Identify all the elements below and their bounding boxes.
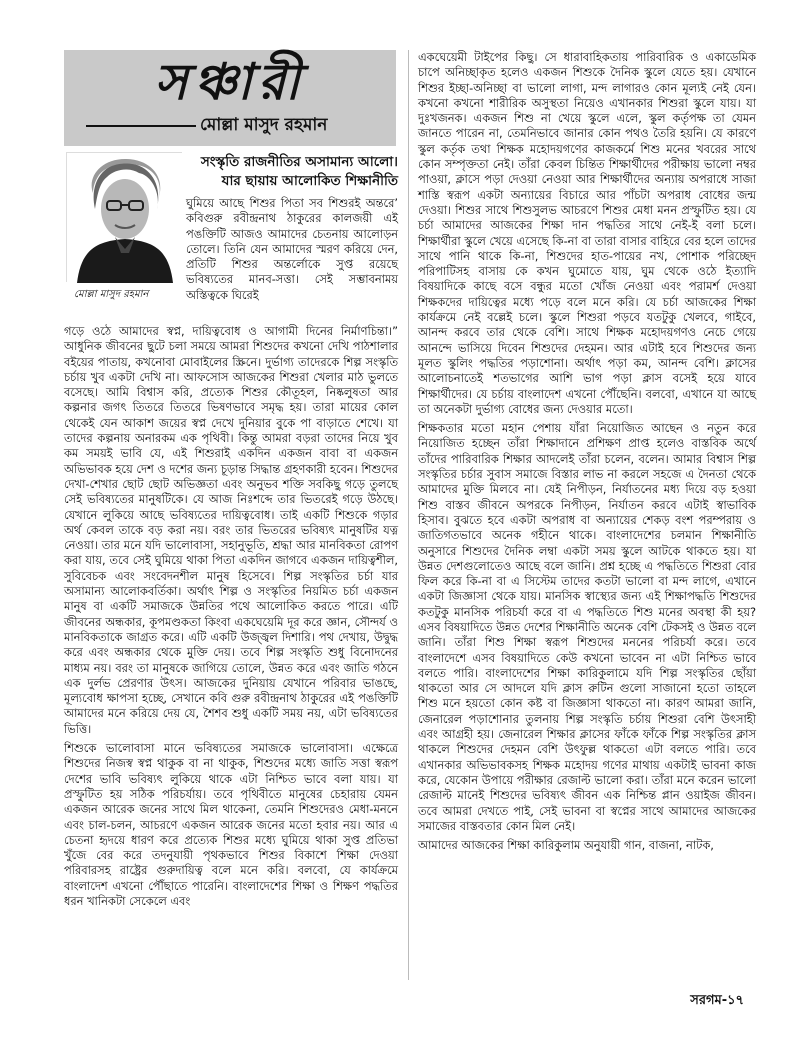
left-paragraph-1: গড়ে ওঠে আমাদের স্বপ্ন, দায়িত্ববোধ ও আগামী দিনের নির্মাণচিন্তা।” আধুনিক জীবনের ছুটে চলা সময়ে আমরা শিশুদের কখনো দেখি পাঠশালার বইয়ের পাতায়, কখনোবা মোবাইলের স্ক্রিনে। দুর্ভাগ্য তাদেরকে শিল্প সংস্কৃতি চর্চায় খুব একটা দেখি না। আফসোস আজকের শিশুরা খেলার মাঠ ভুলতে বসেছে। আমি বিশ্বাস করি, প্রত্যেক শিশুর কৌতূহল, নিষ্কলুষতা আর কল্পনার জগৎ তিতরে তিতরে ভিষণভাবে সমৃদ্ধ হয়। তারা মায়ের কোল থেকেই যেন আকাশ জয়ের স্বপ্ন দেখে দুনিয়ার বুকে পা বাড়াতে শেখে। যা তাদের কল্পনায় অনারকম এক পৃথিবী। কিন্তু আমরা বড়রা তাদের নিয়ে খুব কম সময়ই ভাবি যে, এই শিশুরাই একদিন একজন বাবা বা একজন অভিভাবক হয়ে দেশ ও দশের জন্য চূড়ান্ত সিদ্ধান্ত গ্রহণকারী হবেন। শিশুদের দেখা-শেখার ছোট ছোট অভিজ্ঞতা এবং অনুভব শক্তি সবকিছু গড়ে তুলছে সেই ভবিষ্যতের মানুষটিকে। যে আজ নিঃশব্দে তার ভিতরেই গড়ে উঠছে। যেখানে লুকিয়ে আছে ভবিষ্যতের দায়িত্ববোধ। তাই একটি শিশুকে গড়ার অর্থ কেবল তাকে বড় করা নয়। বরং তার ভিতরের ভবিষ্যৎ মানুষটির যত্ন নেওয়া। তার মনে যদি ভালোবাসা, সহানুভূতি, শ্রদ্ধা আর মানবিকতা রোপণ করা যায়, তবে সেই ঘুমিয়ে থাকা পিতা একদিন জাগবে একজন দায়িত্বশীল, সুবিবেচক এবং সংবেদনশীল মানুষ হিসেবে। শিল্প সংস্কৃতির চর্চা যার অসামান্য আলোকবর্তিকা। অর্থাৎ শিল্প ও সংস্কৃতির নিয়মিত চর্চা একজন মানুষ বা একটি সমাজকে উন্নতির পথে আলোকিত করতে পারে। এটি জীবনের অন্ধকার, কূপমণ্ডকতা কিংবা একঘেয়েমি দূর করে জ্ঞান, সৌন্দর্য ও মানবিকতাকে জাগ্রত করে। এটি একটি উজ্জ্বল দিশারি। পথ দেখায়, উদ্বুদ্ধ করে এবং অন্ধকার থেকে মুক্তি দেয়। তবে শিল্প সংস্কৃতি শুধু বিনোদনের মাধ্যম নয়। বরং তা মানুষকে জাগিয়ে তোলে, উন্নত করে এবং জাতি গঠনে এক দুর্লভ প্রেরণার উৎস। আজকের দুনিয়ায় যেখানে পরিবার ভাঙছে, মূল্যবোধ ক্ষাপসা হচ্ছে, সেখানে কবি গুরু রবীন্দ্রনাথ ঠাকুরের এই পঙক্তিটি আমাদের মনে করিয়ে দেয় যে, শৈশব শুধু একটি সময় নয়, এটা ভবিষ্যতের ভিত্তি। <box>64 324 398 736</box>
intro-paragraph: ঘুমিয়ে আছে শিশুর পিতা সব শিশুরই অন্তরে’ কবিগুরু রবীন্দ্রনাথ ঠাকুরের কালজয়ী এই পঙক্তিটি আজও আমাদের চেতনায় আলোড়ন তোলে। তিনি যেন আমাদের স্মরণ করিয়ে দেন, প্রতিটি শিশুর অন্তর্লোকে সুপ্ত রয়েছে ভবিষ্যতের মানব-সত্তা। সেই সম্ভাবনাময় অস্তিত্বকে ঘিরেই <box>186 196 398 302</box>
magazine-title: সঞ্চারী <box>154 52 306 111</box>
byline-rule <box>86 125 196 127</box>
left-paragraph-2: শিশুকে ভালোবাসা মানে ভবিষ্যতের সমাজকে ভালোবাসা। এক্ষেত্রে শিশুদের নিজস্ব স্বপ্ন থাকুক বা না থাকুক, শিশুদের মধ্যে জাতি সত্তা স্বরূপ দেশের ভাবি ভবিষ্যৎ লুকিয়ে থাকে এটা নিশ্চিত ভাবে বলা যায়। যা প্রস্ফুটিত হয় সঠিক পরিচর্যায়। তবে পৃথিবীতে মানুষের চেহারায় যেমন একজন আরেক জনের সাথে মিল থাকেনা, তেমনি শিশুদেরও মেধা-মননে এবং চাল-চলন, আচরণে একজন আরেক জনের মতো হবার নয়। আর এ চেতনা হৃদয়ে ধারণ করে প্রত্যেক শিশুর মধ্যে ঘুমিয়ে থাকা সুপ্ত প্রতিভা খুঁজে বের করে তদনুযায়ী পৃথকভাবে শিশুর বিকাশে শিক্ষা দেওয়া পরিবারসহ রাষ্ট্রের গুরুদায়িত্ব বলে মনে করি। বলবো, যে কার্যক্রমে বাংলাদেশ এখনো পৌঁছাতে পারেনি। বাংলাদেশের শিক্ষা ও শিক্ষণ পদ্ধতির ধরন খানিকটা সেকেলে এবং <box>64 741 398 908</box>
headline-line-1: সংস্কৃতি রাজনীতির অসামান্য আলো। <box>200 154 398 170</box>
page-number: সরগম-১৭ <box>690 993 744 1008</box>
left-column-spacer <box>64 260 186 324</box>
author-byline: মোল্লা মাসুদ রহমান <box>200 115 328 135</box>
right-column <box>418 50 756 978</box>
photo-caption: মোল্লা মাসুদ রহমান <box>74 289 149 300</box>
right-paragraph-2: শিক্ষকতার মতো মহান পেশায় যাঁরা নিয়োজিত আছেন ও নতুন করে নিয়োজিত হচ্ছেন তাঁরা শিক্ষাদানে প্রশিক্ষণ প্রাপ্ত হলেও বাস্তবিক অর্থে তাঁদের পারিবারিক শিক্ষার আদলেই তাঁরা চলেন, বলেন। আমার বিশ্বাস শিল্প সংস্কৃতির চর্চার সুবাস সমাজে বিস্তার লাভ না করলে সহজে এ দৈনতা থেকে আমাদের মুক্তি মিলবে না। যেই নিপীড়ন, নির্যাতনের মধ্য দিয়ে বড় হওয়া শিশু বাস্তব জীবনে অপরকে নিপীড়ন, নির্যাতন করবে এটাই স্বাভাবিক হিসাব। বুঝতে হবে একটা অপরাধ বা অন্যায়ের শেকড় বংশ পরম্পরায় ও জাতিগতভাবে অনেক গহীনে থাকে। বাংলাদেশের চলমান শিক্ষানীতি অনুসারে শিশুদের দৈনিক লম্বা একটা সময় স্কুলে আটকে থাকতে হয়। যা উন্নত দেশগুলোতেও আছে বলে জানি। প্রশ্ন হচ্ছে এ পদ্ধতিতে শিশুরা বোর ফিল করে কি-না বা এ সিস্টেম তাদের কতটা ভালো বা মন্দ লাগে, এখানে একটা জিজ্ঞাসা থেকে যায়। মানসিক স্বাস্থ্যের জন্য এই শিক্ষাপদ্ধতি শিশুদের কতটুকু মানসিক পরিচর্যা করে বা এ পদ্ধতিতে শিশু মনের অবস্থা কী হয়? এসব বিষয়াদিতে উন্নত দেশের শিক্ষানীতি অনেক বেশি টেকসই ও উন্নত বলে জানি। তাঁরা শিশু শিক্ষা স্বরূপ শিশুদের মননের পরিচর্যা করে। তবে বাংলাদেশে এসব বিষয়াদিতে কেউ কখনো ভাবেন না এটা নিশ্চিত ভাবে বলতে পারি। বাংলাদেশের শিক্ষা কারিকুলামে যদি শিল্প সংস্কৃতির ছোঁয়া থাকতো আর সে আদলে যদি ক্লাস রুটিন গুলো সাজানো হতো তাহলে শিশু মনে হয়তো কোন কষ্ট বা জিজ্ঞাসা থাকতো না। কারণ আমরা জানি, জেনারেল পড়াশোনার তুলনায় শিল্প সংস্কৃতি চর্চায় শিশুরা বেশি উৎসাহী এবং আগ্রহী হয়। জেনারেল শিক্ষার ক্লাসের ফাঁকে ফাঁকে শিল্প সংস্কৃতির ক্লাস থাকলে শিশুদের দেহমন বেশি উৎফুল্ল থাকতো এটা বলতে পারি। তবে এখানকার অভিভাবকসহ শিক্ষক মহোদয় গণের মাথায় একটাই ভাবনা কাজ করে, যেকোন উপায়ে পরীক্ষার রেজাল্ট ভালো করা। তাঁরা মনে করেন ভালো রেজাল্ট মানেই শিশুদের ভবিষ্যৎ জীবন এক নিশ্চিন্ত প্লান ওয়াইজ জীবন। তবে আমরা দেখতে পাই, সেই ভাবনা বা স্বপ্নের সাথে আমাদের আজকের সমাজের বাস্তবতার কোন মিল নেই। <box>418 421 756 833</box>
headline-line-2: যার ছায়ায় আলোকিত শিক্ষানীতি <box>221 173 398 189</box>
column-divider <box>408 50 409 980</box>
right-paragraph-1: একঘেয়েমী টাইপের কিছু। সে ধারাবাহিকতায় পারিবারিক ও একাডেমিক চাপে অনিচ্ছাকৃত হলেও একজন শিশুকে দৈনিক স্কুলে যেতে হয়। যেখানে শিশুর ইচ্ছা-অনিচ্ছা বা ভালো লাগা, মন্দ লাগারও কোন মূল্যই নেই যেন। কখনো কখনো শারীরিক অসুস্থতা নিয়েও এখানকার শিশুরা স্কুলে যায়। যা দুঃখজনক। একজন শিশু না খেয়ে স্কুলে এলে, স্কুল কর্তৃপক্ষ তা যেমন জানতে পারেন না, তেমনিভাবে জানার কোন পথও তৈরি হয়নি। যে কারণে স্কুল কর্তৃক তথা শিক্ষক মহোদয়গণের কাজকর্মে শিশু মনের খবরের সাথে কোন সম্পৃক্ততা নেই। তাঁরা কেবল চিন্তিত শিক্ষার্থীদের পরীক্ষায় ভালো নম্বর পাওয়া, ক্লাসে পড়া দেওয়া নেওয়া আর শিক্ষার্থীদের অন্যায় অপরাধে সাজা শাস্তি স্বরূপ একটা অন্যায়ের বিচারে আর পাঁচটা অপরাধ বোধের জন্ম দেওয়া। শিশুর সাথে শিশুসুলভ আচরণে শিশুর মেধা মনন প্রস্ফুটিত হয়। যে চর্চা আমাদের আজকের শিক্ষা দান পদ্ধতির সাথে নেই-ই বলা চলে। শিক্ষার্থীরা স্কুলে খেয়ে এসেছে কি-না বা তারা বাসার বাহিরে বের হলে তাদের সাথে পানি থাকে কি-না, শিশুদের হাত-পায়ের নখ, পোশাক পরিচ্ছেদ পরিপাটিসহ বাসায় কে কখন ঘুমোতে যায়, ঘুম থেকে ওঠে ইত্যাদি বিষয়াদিকে কাছে বসে বন্ধুর মতো খোঁজ নেওয়া এবং পরামর্শ দেওয়া শিক্ষকদের দায়িত্বের মধ্যে পড়ে বলে মনে করি। যে চর্চা আজকের শিক্ষা কার্যক্রমে নেই বল্লেই চলে। স্কুলে শিশুরা পড়বে যতটুকু খেলবে, গাইবে, আনন্দ করবে তার থেকে বেশি। সাথে শিক্ষক মহোদয়গণও নেচে গেয়ে আনন্দে ভাসিয়ে দিবেন শিশুদের দেহমন। আর এটাই হবে শিশুদের জন্য মূলত স্কুলিং পদ্ধতির পড়াশোনা। অর্থাৎ পড়া কম, আনন্দ বেশি। ক্লাসের আলোচনাতেই শতভাগের আশি ভাগ পড়া ক্লাস বসেই হয়ে যাবে শিক্ষার্থীদের। যে চর্চায় বাংলাদেশ এখনো পৌঁছেনি। বলবো, এখানে যা আছে তা অনেকটা দুর্ভাগ্য বোধের জন্য দেওয়ার মতো। <box>418 50 756 416</box>
right-paragraph-3: আমাদের আজকের শিক্ষা কারিকুলাম অনুযায়ী গান, বাজনা, নাটক, <box>418 838 714 853</box>
title-band <box>64 50 396 146</box>
article-headline <box>186 153 398 191</box>
left-column <box>64 260 398 982</box>
